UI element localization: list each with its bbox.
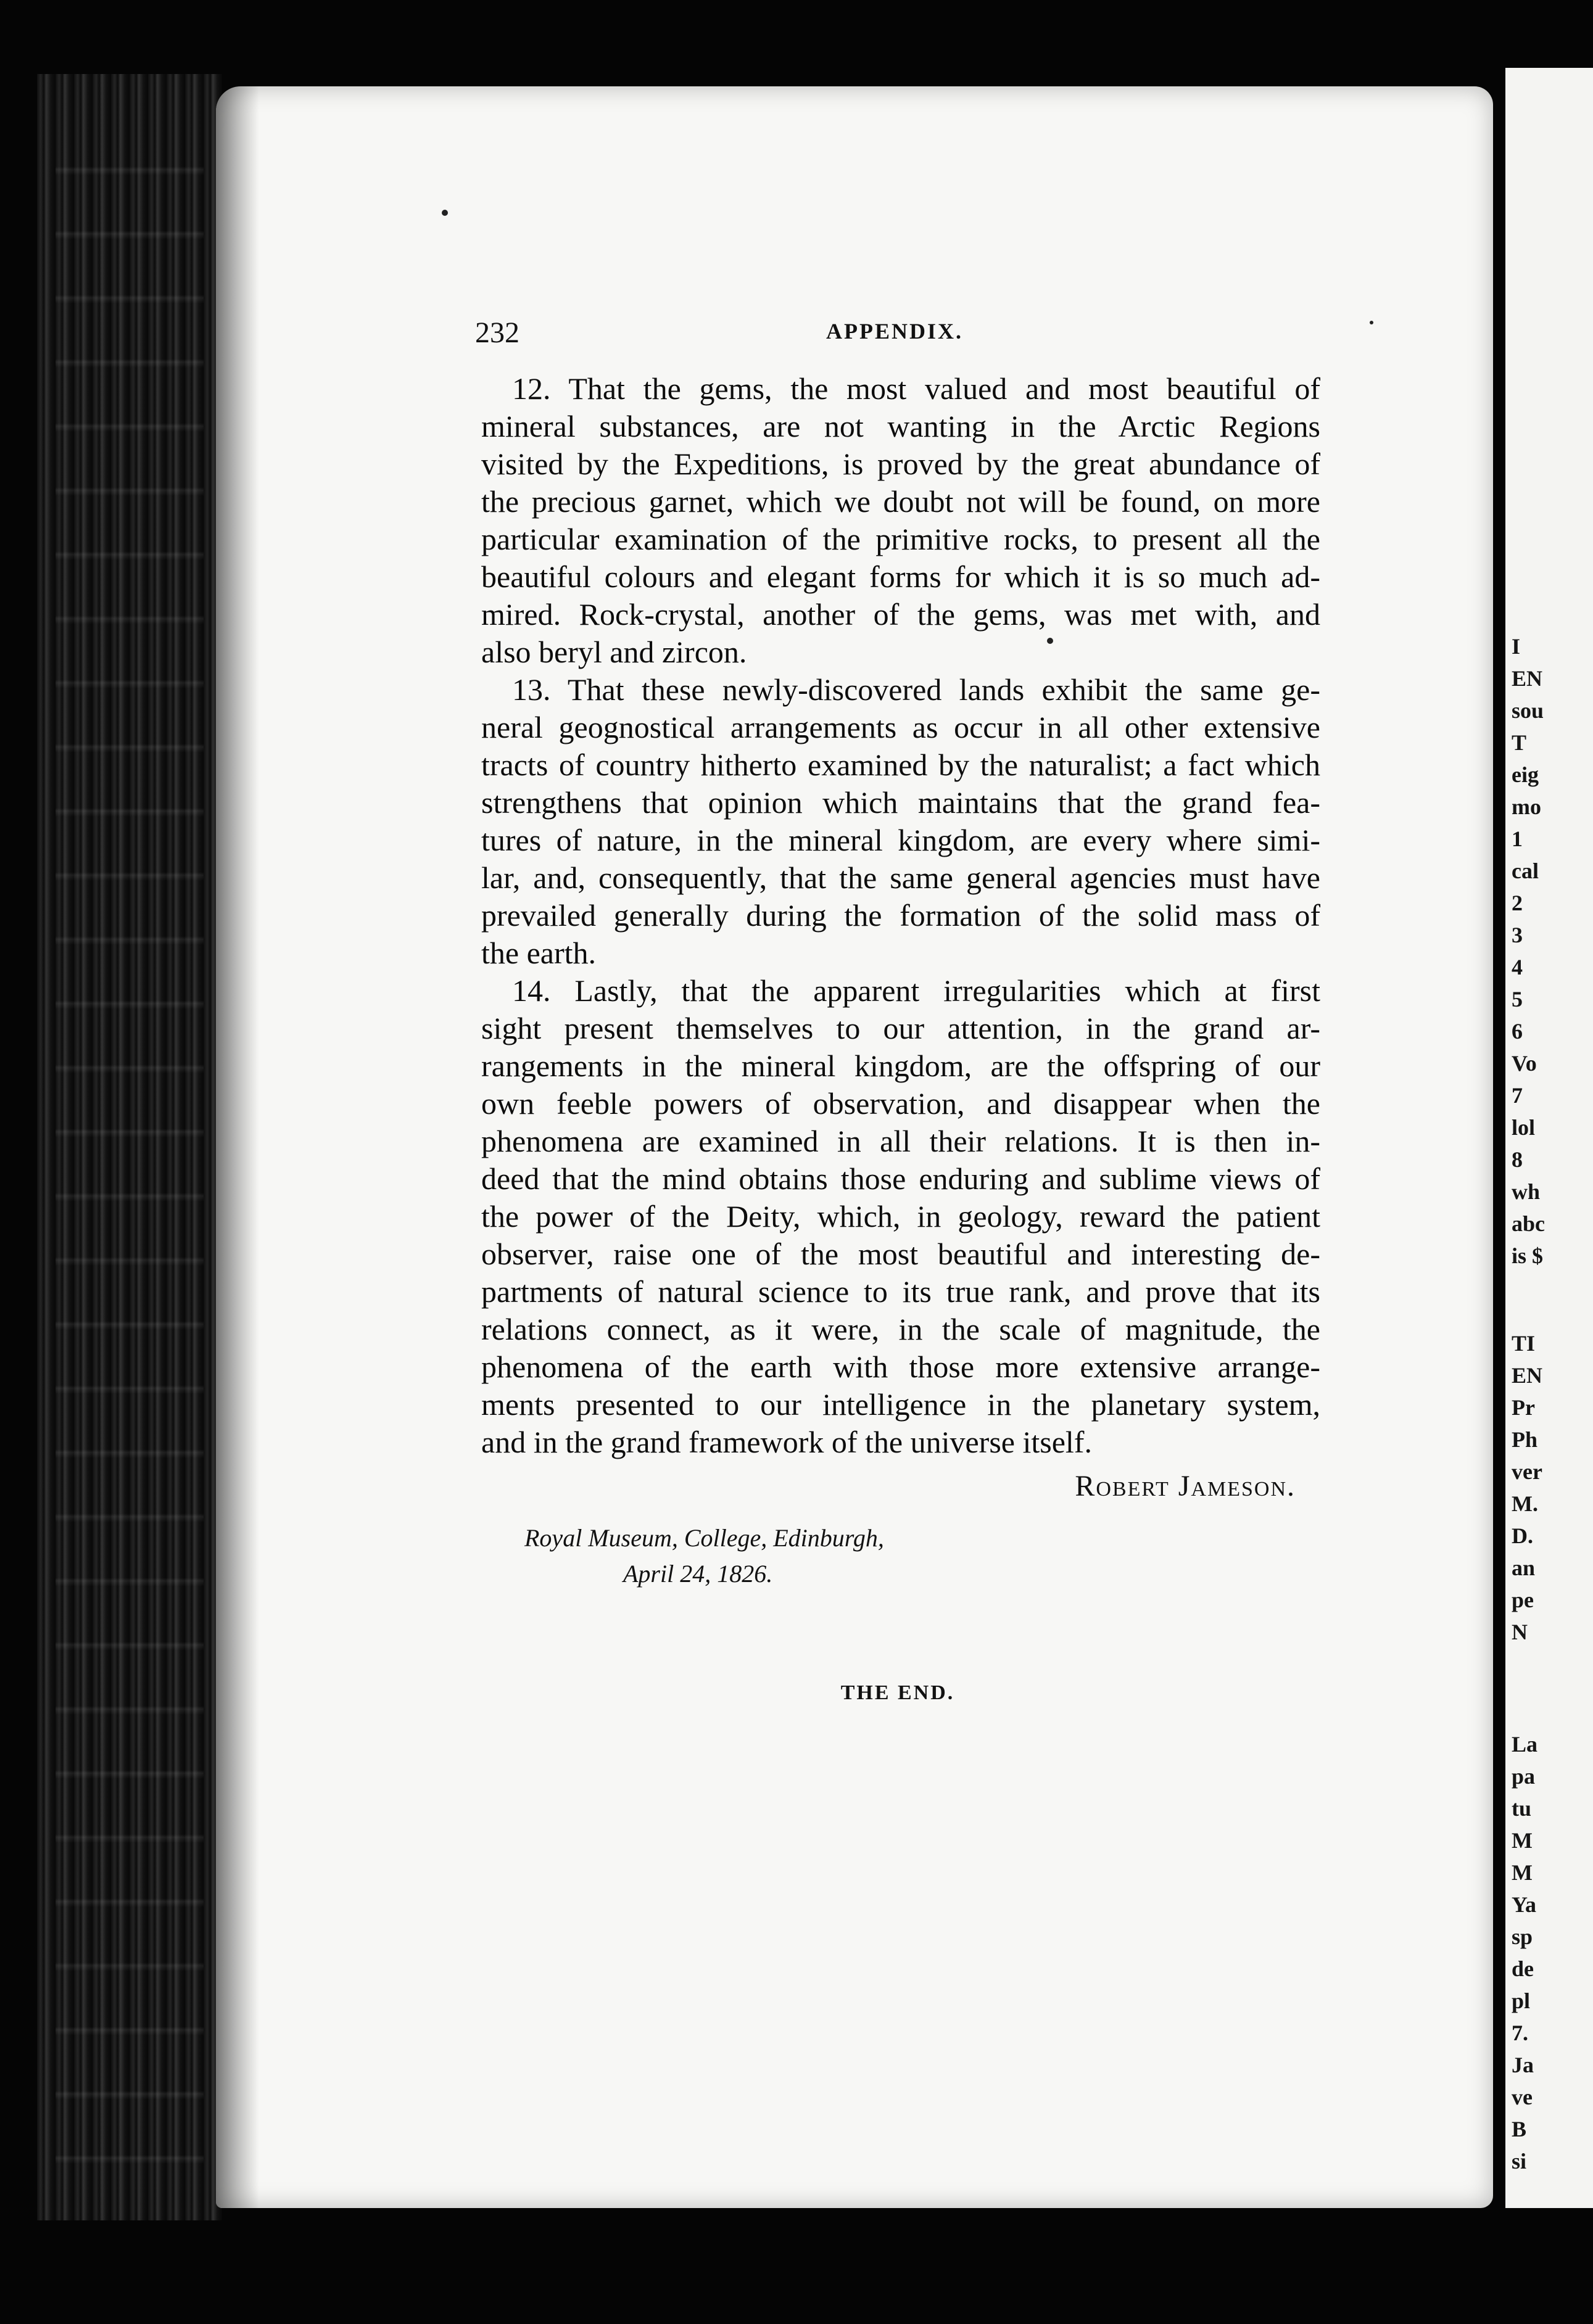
facing-page-fragment: mo	[1512, 794, 1541, 819]
facing-page-fragment: M	[1512, 1860, 1533, 1885]
facing-page-sliver	[1505, 68, 1593, 2208]
text-line: rangements in the mineral kingdom, are the offspring of our	[481, 1049, 1320, 1083]
book-edge-texture	[56, 111, 204, 2183]
facing-page-fragment: cal	[1512, 859, 1539, 883]
text-line: the precious garnet, which we doubt not will be found, on more	[481, 484, 1320, 519]
page-gutter-shadow	[216, 86, 259, 2208]
page-header	[475, 316, 1320, 353]
text-line: mineral substances, are not wanting in the Arctic Regions	[481, 409, 1320, 443]
text-line: relations connect, as it were, in the scale of magnitude, the	[481, 1312, 1320, 1346]
facing-page-fragment: si	[1512, 2149, 1527, 2174]
facing-page-fragment: sp	[1512, 1924, 1533, 1949]
facing-page-fragment: B	[1512, 2117, 1527, 2141]
facing-page-fragment: Ph	[1512, 1427, 1538, 1452]
facing-page-fragment: 5	[1512, 987, 1523, 1012]
paper-speck	[442, 210, 448, 216]
text-line: phenomena of the earth with those more extensive arrange-	[481, 1349, 1320, 1384]
text-line: 13. That these newly-discovered lands exhibit the same ge-	[512, 672, 1320, 707]
facing-page-fragment: La	[1512, 1732, 1538, 1757]
text-line: the earth.	[481, 936, 597, 970]
text-line: the power of the Deity, which, in geology, reward the patient	[481, 1199, 1320, 1234]
facing-page-fragment: M	[1512, 1828, 1533, 1853]
facing-page-fragment: sou	[1512, 698, 1544, 723]
paragraph-12	[481, 370, 1320, 671]
text-line: beautiful colours and elegant forms for which it is so much ad-	[481, 559, 1320, 594]
facing-page-fragment: 7	[1512, 1083, 1523, 1108]
text-line: partments of natural science to its true rank, and prove that its	[481, 1274, 1320, 1309]
facing-page-fragment: 8	[1512, 1147, 1523, 1172]
text-line: 14. Lastly, that the apparent irregularities which at first	[512, 973, 1320, 1008]
facing-page-fragment: ve	[1512, 2085, 1533, 2109]
facing-page-fragment: 6	[1512, 1019, 1523, 1044]
facing-page-fragment: wh	[1512, 1179, 1541, 1204]
facing-page-fragment: Ya	[1512, 1892, 1537, 1917]
text-line: visited by the Expeditions, is proved by the great abundance of	[481, 447, 1320, 481]
facing-page-fragment: lol	[1512, 1115, 1536, 1140]
text-line: lar, and, consequently, that the same general agencies must have	[481, 860, 1320, 895]
text-line: neral geognostical arrangements as occur in all other extensive	[481, 710, 1320, 744]
facing-page-fragment: N	[1512, 1620, 1528, 1644]
facing-page-fragment: 3	[1512, 923, 1523, 947]
text-line: strengthens that opinion which maintains that the grand fea-	[481, 785, 1320, 820]
author-signature	[950, 1469, 1296, 1503]
dateline-place: Royal Museum, College, Edinburgh,	[524, 1524, 884, 1552]
dateline-date: April 24, 1826.	[623, 1560, 773, 1588]
facing-page-fragment: is $	[1512, 1243, 1544, 1268]
facing-page-fragment: T	[1512, 730, 1527, 755]
running-head: APPENDIX.	[826, 319, 963, 344]
facing-page-fragment: abc	[1512, 1211, 1545, 1236]
paper-speck	[1047, 638, 1053, 644]
facing-page-fragment: EN	[1512, 666, 1543, 691]
facing-page-fragment: ver	[1512, 1459, 1542, 1484]
facing-page-fragment: Vo	[1512, 1051, 1537, 1076]
facing-page-fragment: pe	[1512, 1588, 1534, 1612]
text-line: tures of nature, in the mineral kingdom, are every where simi-	[481, 823, 1320, 857]
text-line: 12. That the gems, the most valued and most beautiful of	[512, 371, 1320, 406]
facing-page-fragment: Ja	[1512, 2053, 1534, 2077]
the-end: THE END.	[840, 1681, 955, 1704]
text-line: ments presented to our intelligence in the planetary system,	[481, 1387, 1320, 1422]
facing-page-fragment: an	[1512, 1556, 1536, 1580]
paragraph-14	[481, 972, 1320, 1461]
paragraph-13	[481, 671, 1320, 972]
page-number: 232	[475, 316, 519, 349]
facing-page-fragment: eig	[1512, 762, 1539, 787]
text-line: sight present themselves to our attention, in the grand ar-	[481, 1011, 1320, 1045]
text-line: own feeble powers of observation, and disappear when the	[481, 1086, 1320, 1121]
text-line: phenomena are examined in all their relations. It is then in-	[481, 1124, 1320, 1158]
text-line: observer, raise one of the most beautiful and interesting de-	[481, 1237, 1320, 1271]
facing-page-fragment: pa	[1512, 1764, 1536, 1789]
facing-page-fragment: 2	[1512, 891, 1523, 915]
text-line: and in the grand framework of the universe itself.	[481, 1425, 1092, 1459]
text-line: mired. Rock-crystal, another of the gems, was met with, and	[481, 597, 1320, 632]
facing-page-fragment: de	[1512, 1956, 1534, 1981]
facing-page-fragment: 4	[1512, 955, 1523, 979]
facing-page-fragment: TI	[1512, 1331, 1536, 1356]
facing-page-fragment: tu	[1512, 1796, 1532, 1821]
text-line: particular examination of the primitive rocks, to present all the	[481, 522, 1320, 556]
text-line: also beryl and zircon.	[481, 635, 747, 669]
paper-speck	[1370, 321, 1373, 324]
facing-page-fragment: pl	[1512, 1988, 1531, 2013]
text-line: tracts of country hitherto examined by the naturalist; a fact which	[481, 748, 1320, 782]
facing-page-fragment: EN	[1512, 1363, 1543, 1388]
facing-page-fragment: M.	[1512, 1491, 1538, 1516]
facing-page-fragment: 1	[1512, 826, 1523, 851]
text-line: deed that the mind obtains those enduring and sublime views of	[481, 1161, 1320, 1196]
author-name: Robert Jameson.	[1075, 1470, 1296, 1502]
facing-page-fragment: D.	[1512, 1523, 1533, 1548]
facing-page-fragment: I	[1512, 634, 1521, 659]
facing-page-fragment: 7.	[1512, 2021, 1528, 2045]
facing-page-fragment: Pr	[1512, 1395, 1535, 1420]
text-line: prevailed generally during the formation of the solid mass of	[481, 898, 1320, 933]
